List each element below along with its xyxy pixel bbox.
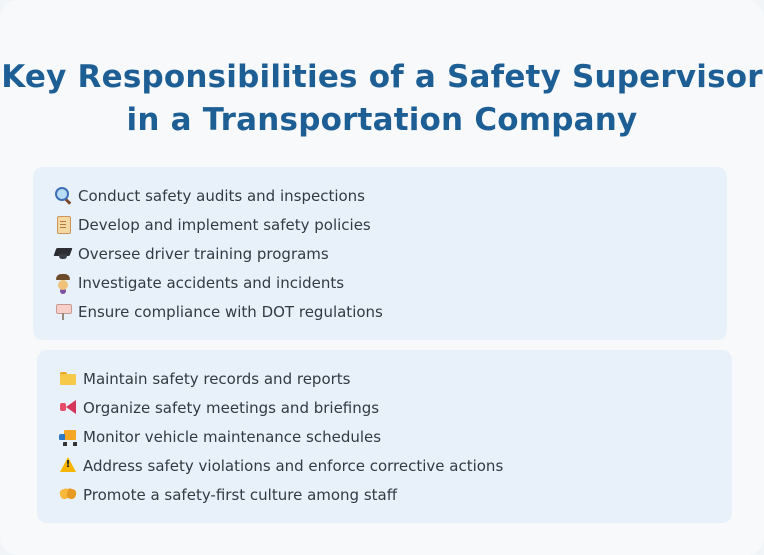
list-item-text: Investigate accidents and incidents bbox=[78, 274, 345, 292]
list-item bbox=[59, 452, 503, 481]
list-item-text: Oversee driver training programs bbox=[78, 245, 329, 263]
list-item bbox=[59, 481, 397, 510]
list-item-text: Develop and implement safety policies bbox=[78, 216, 371, 234]
truck-icon bbox=[59, 427, 77, 445]
warning-icon bbox=[59, 456, 77, 474]
title-line-2: in a Transportation Company bbox=[126, 102, 638, 138]
graduation-cap-icon bbox=[54, 244, 72, 262]
responsibility-group-1 bbox=[33, 167, 727, 340]
list-item-text: Conduct safety audits and inspections bbox=[78, 187, 365, 205]
list-item-text: Ensure compliance with DOT regulations bbox=[78, 303, 383, 321]
list-item bbox=[54, 269, 344, 298]
list-item bbox=[54, 240, 329, 269]
responsibility-group-2 bbox=[37, 350, 732, 523]
magnifying-glass-icon bbox=[54, 186, 72, 204]
list-item-text: Monitor vehicle maintenance schedules bbox=[83, 428, 382, 446]
detective-icon bbox=[54, 273, 72, 291]
signpost-icon bbox=[54, 302, 72, 320]
list-item bbox=[54, 182, 365, 211]
folder-icon bbox=[59, 369, 77, 387]
list-item bbox=[54, 298, 383, 327]
list-item-text: Address safety violations and enforce corrective actions bbox=[83, 457, 504, 475]
title-line-1: Key Responsibilities of a Safety Supervisor bbox=[1, 59, 763, 95]
list-item-text: Promote a safety-first culture among staff bbox=[83, 486, 398, 504]
list-item-text: Maintain safety records and reports bbox=[83, 370, 351, 388]
scroll-icon bbox=[54, 215, 72, 233]
list-item-text: Organize safety meetings and briefings bbox=[83, 399, 380, 417]
list-item bbox=[54, 211, 371, 240]
list-item bbox=[59, 394, 379, 423]
list-item bbox=[59, 365, 350, 394]
handshake-icon bbox=[59, 485, 77, 503]
list-item bbox=[59, 423, 381, 452]
megaphone-icon bbox=[59, 398, 77, 416]
page-title bbox=[0, 56, 764, 142]
